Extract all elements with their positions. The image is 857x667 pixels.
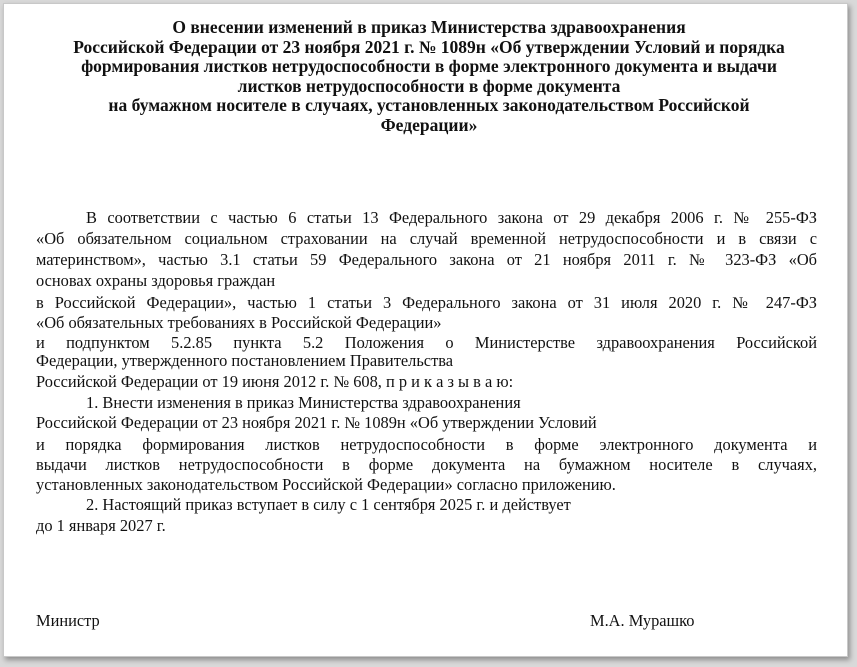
- title-line: листков нетрудоспособности в форме документа: [237, 75, 621, 96]
- body-line: и подпунктом 5.2.85 пункта 5.2 Положения о Министерстве здравоохранения Российской: [36, 334, 817, 352]
- body-line: основах охраны здоровья граждан: [36, 271, 276, 290]
- body-line: выдачи листков нетрудоспособности в форме документа на бумажном носителе в случаях,: [36, 456, 817, 474]
- body-line: «Об обязательном социальном страховании на случай временной нетрудоспособности и в связи с: [36, 230, 817, 248]
- title-line: на бумажном носителе в случаях, установленных законодательством Российской: [108, 95, 750, 116]
- body-line: В соответствии с частью 6 статьи 13 Федерального закона от 29 декабря 2006 г. № 255-ФЗ: [86, 209, 817, 227]
- body-line: до 1 января 2027 г.: [36, 516, 166, 535]
- body-line: материнством», частью 3.1 статьи 59 Федерального закона от 21 ноября 2011 г. № 323-ФЗ «Об: [36, 251, 817, 269]
- body-line: 1. Внести изменения в приказ Министерства здравоохранения: [86, 393, 521, 412]
- body-line: в Российской Федерации», частью 1 статьи 3 Федерального закона от 31 июля 2020 г. № 247-ФЗ: [36, 294, 817, 312]
- title-line: формирования листков нетрудоспособности в форме электронного документа и выдачи: [81, 56, 777, 77]
- body-line: Федерации, утвержденного постановлением Правительства: [36, 351, 454, 370]
- body-line: и порядка формирования листков нетрудоспособности в форме электронного документа и: [36, 436, 817, 454]
- signature-name: М.А. Мурашко: [590, 611, 695, 630]
- title-line: О внесении изменений в приказ Министерства здравоохранения: [172, 17, 686, 37]
- title-line: Федерации»: [380, 114, 478, 135]
- body-line: 2. Настоящий приказ вступает в силу с 1 сентября 2025 г. и действует: [86, 495, 571, 514]
- title-line: Российской Федерации от 23 ноября 2021 г. № 1089н «Об утверждении Условий и порядка: [73, 36, 785, 57]
- body-line: «Об обязательных требованиях в Российской Федерации»: [36, 313, 442, 332]
- body-line: Российской Федерации от 19 июня 2012 г. № 608, п р и к а з ы в а ю:: [36, 372, 514, 391]
- signature-position: Министр: [36, 611, 100, 630]
- body-line: Российской Федерации от 23 ноября 2021 г. № 1089н «Об утверждении Условий: [36, 413, 597, 432]
- body-line: установленных законодательством Российской Федерации» согласно приложению.: [36, 475, 616, 494]
- document-title: [24, 18, 834, 136]
- document-page: [3, 3, 848, 657]
